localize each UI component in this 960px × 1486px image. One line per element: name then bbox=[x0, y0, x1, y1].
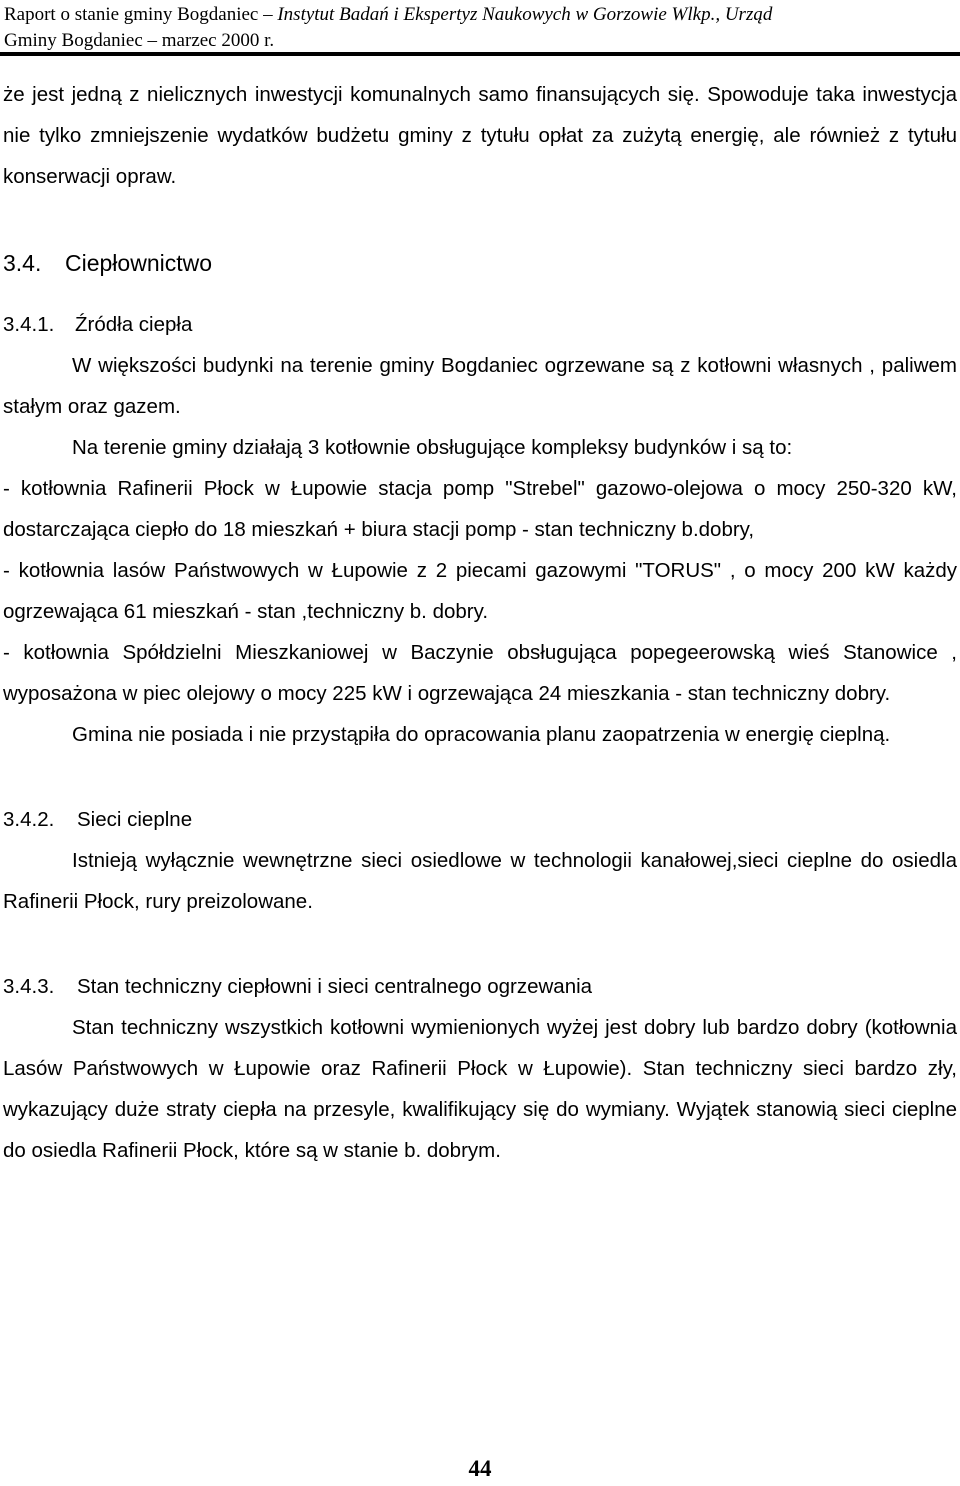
section-number: 3.4. bbox=[3, 250, 42, 276]
header-line-2: Gminy Bogdaniec – marzec 2000 r. bbox=[4, 30, 275, 51]
section-title: Ciepłownictwo bbox=[65, 250, 213, 276]
paragraph-technical-condition: Stan techniczny wszystkich kotłowni wymienionych wyżej jest dobry lub bardzo dobry (kotłownia Lasów Państwowych w Łupowie oraz Rafinerii Płock w Łupowie). Stan techniczny sieci bardzo zły, wykazujący duże straty ciepła na przesyle, kwalifikujący się do wymiany. Wyjątek stanowią sieci cieplne do osiedla Rafinerii Płock, które są w stanie b. dobrym. bbox=[3, 1016, 957, 1162]
header-report-title: Raport o stanie gminy Bogdaniec – bbox=[4, 4, 273, 25]
header-line-1 bbox=[4, 2, 954, 28]
paragraph-energy-plan: Gmina nie posiada i nie przystąpiła do opracowania planu zaopatrzenia w energię cieplną. bbox=[72, 723, 891, 746]
page-number: 44 bbox=[468, 1456, 492, 1481]
list-item-boiler-2: - kotłownia lasów Państwowych w Łupowie z 2 piecami gazowymi "TORUS" , o mocy 200 kW każdy ogrzewająca 61 mieszkań - stan ,techniczny b. dobry. bbox=[3, 559, 957, 623]
paragraph-intro: że jest jedną z nielicznych inwestycji komunalnych samo finansujących się. Spowoduje taka inwestycja nie tylko zmniejszenie wydatków budżetu gminy z tytułu opłat za zużytą energię, ale również z tytułu konserwacji opraw. bbox=[3, 83, 957, 188]
section-title: Stan techniczny ciepłowni i sieci centralnego ogrzewania bbox=[77, 975, 593, 998]
section-number: 3.4.1. bbox=[3, 313, 55, 336]
section-heading-3-4-1 bbox=[3, 304, 957, 345]
paragraph-boiler-intro: Na terenie gminy działają 3 kotłownie obsługujące kompleksy budynków i są to: bbox=[72, 436, 793, 459]
paragraph-heat-networks: Istnieją wyłącznie wewnętrzne sieci osiedlowe w technologii kanałowej,sieci cieplne do osiedla Rafinerii Płock, rury preizolowane. bbox=[3, 849, 957, 913]
section-number: 3.4.2. bbox=[3, 808, 55, 831]
section-heading-3-4-2 bbox=[3, 799, 957, 840]
page-header bbox=[4, 2, 954, 54]
section-heading-3-4-3 bbox=[3, 966, 957, 1007]
paragraph-heat-sources: W większości budynki na terenie gminy Bogdaniec ogrzewane są z kotłowni własnych , paliwem stałym oraz gazem. bbox=[3, 354, 957, 418]
section-title: Źródła ciepła bbox=[75, 313, 193, 336]
header-divider bbox=[0, 52, 960, 56]
document-body bbox=[3, 74, 957, 1171]
spacer bbox=[3, 922, 957, 966]
list-item-boiler-3: - kotłownia Spółdzielni Mieszkaniowej w Baczynie obsługująca popegeerowską wieś Stanowice , wyposażona w piec olejowy o mocy 225 kW i ogrzewająca 24 mieszkania - stan techniczny dobry. bbox=[3, 641, 957, 705]
spacer bbox=[3, 755, 957, 799]
section-title: Sieci cieplne bbox=[77, 808, 193, 831]
header-institute: Instytut Badań i Ekspertyz Naukowych w Gorzowie Wlkp., Urząd bbox=[277, 4, 773, 25]
section-heading-3-4 bbox=[3, 243, 957, 284]
section-number: 3.4.3. bbox=[3, 975, 55, 998]
spacer bbox=[3, 197, 957, 243]
list-item-boiler-1: - kotłownia Rafinerii Płock w Łupowie stacja pomp "Strebel" gazowo-olejowa o mocy 250-320 kW, dostarczająca ciepło do 18 mieszkań + biura stacji pomp - stan techniczny b.dobry, bbox=[3, 477, 957, 541]
spacer bbox=[3, 284, 957, 304]
